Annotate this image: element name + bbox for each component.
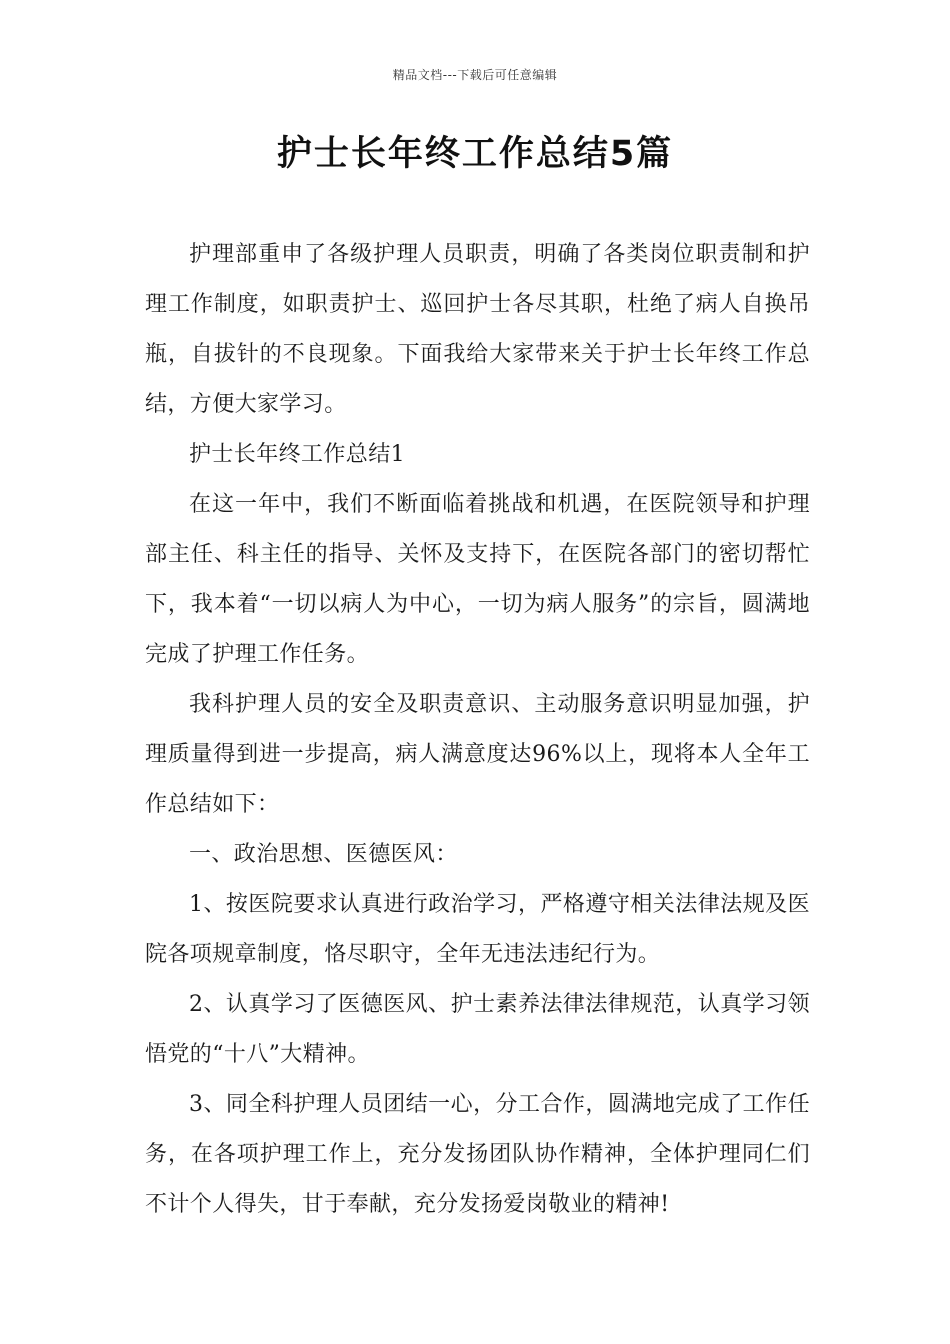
list-item: 1、按医院要求认真进行政治学习，严格遵守相关法律法规及医院各项规章制度，恪尽职守，全年无违法违纪行为。: [145, 892, 810, 967]
document-title: 护士长年终工作总结5篇: [276, 134, 674, 174]
section-heading: 护士长年终工作总结1: [189, 442, 405, 467]
list-item: 3、同全科护理人员团结一心，分工合作，圆满地完成了工作任务，在各项护理工作上，充分发扬团队协作精神，全体护理同仁们不计个人得失，甘于奉献，充分发扬爱岗敬业的精神!: [145, 1092, 810, 1217]
list-item: 2、认真学习了医德医风、护士素养法律法律规范，认真学习领悟党的“十八”大精神。: [145, 992, 810, 1067]
subsection-heading: 一、政治思想、医德医风：: [189, 842, 458, 867]
body-paragraph: 我科护理人员的安全及职责意识、主动服务意识明显加强，护理质量得到进一步提高，病人满意度达96%以上，现将本人全年工作总结如下：: [145, 692, 810, 817]
page-header: 精品文档---下载后可任意编辑: [392, 68, 558, 82]
body-paragraph: 在这一年中，我们不断面临着挑战和机遇，在医院领导和护理部主任、科主任的指导、关怀及支持下，在医院各部门的密切帮忙下，我本着“一切以病人为中心，一切为病人服务”的宗旨，圆满地完成了护理工作任务。: [145, 492, 810, 667]
document-body: [145, 230, 810, 1230]
intro-paragraph: 护理部重申了各级护理人员职责，明确了各类岗位职责制和护理工作制度，如职责护士、巡回护士各尽其职，杜绝了病人自换吊瓶，自拔针的不良现象。下面我给大家带来关于护士长年终工作总结，方便大家学习。: [145, 242, 810, 417]
